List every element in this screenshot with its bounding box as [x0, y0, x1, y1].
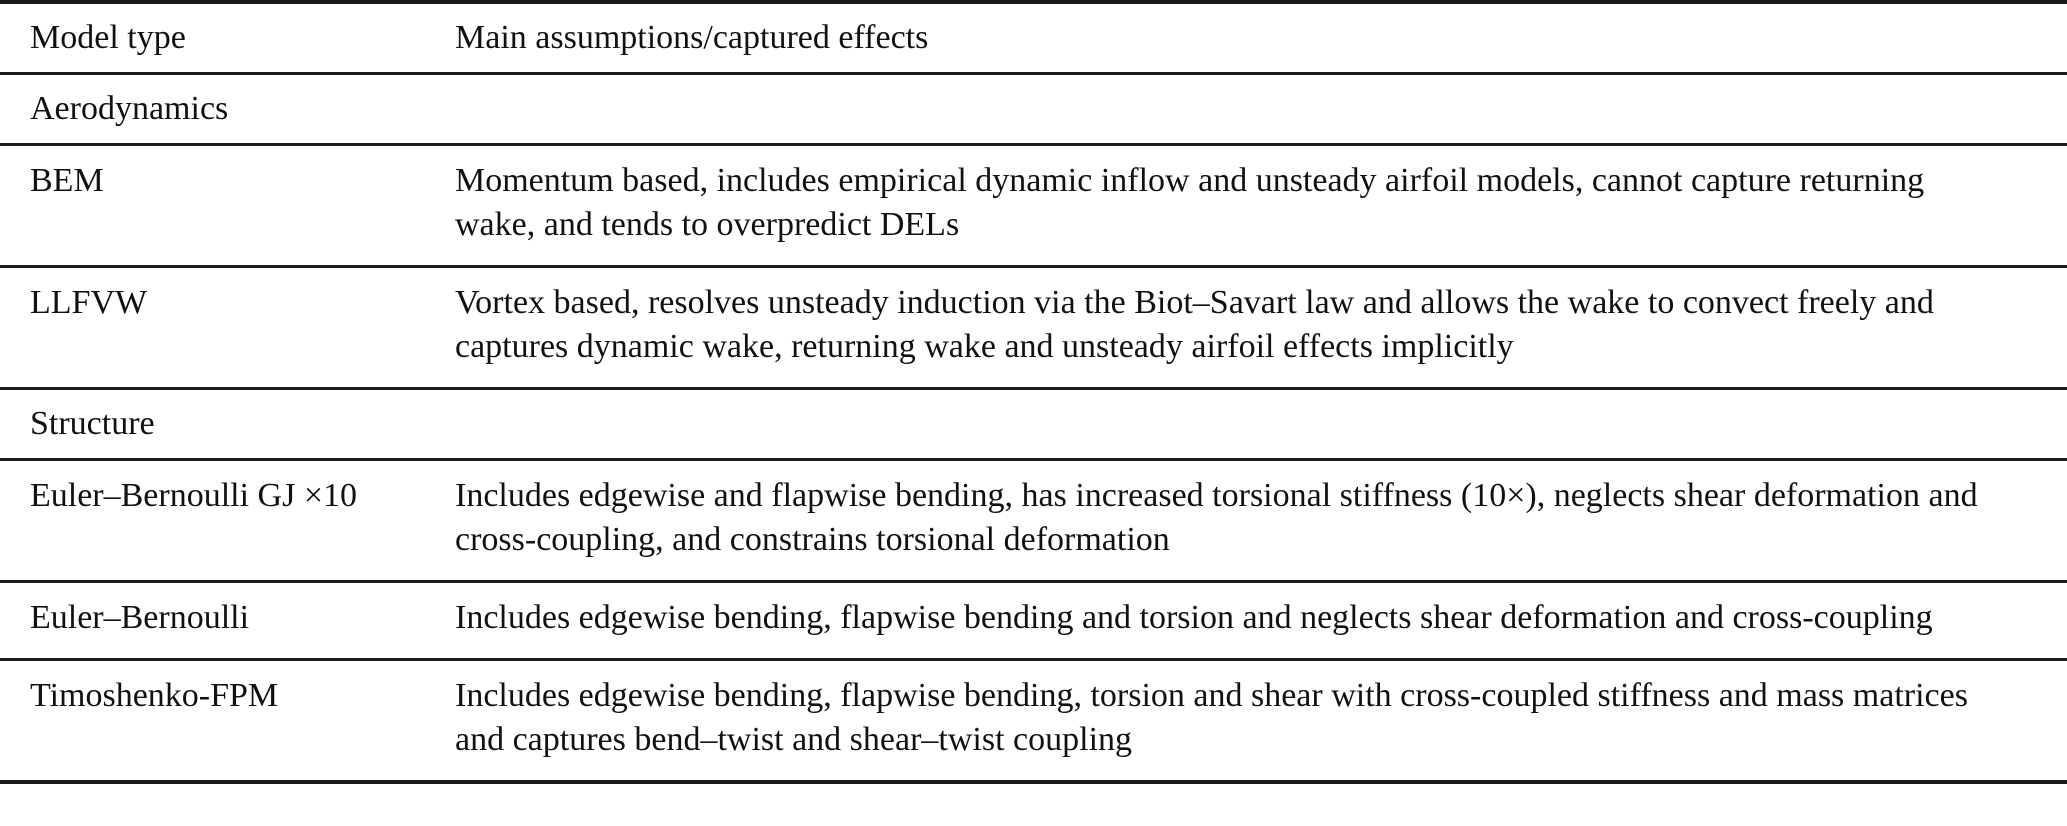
- table-row-euler-bernoulli-gj10: [0, 460, 2067, 582]
- description-cell: Includes edgewise bending, flapwise bending and torsion and neglects shear deformation and cross-coupling: [455, 599, 1933, 636]
- model-type-cell: BEM: [30, 162, 104, 199]
- model-type-cell: Timoshenko-FPM: [30, 677, 279, 714]
- table-row-euler-bernoulli: [0, 582, 2067, 660]
- column-header-model-type: Model type: [30, 19, 186, 56]
- model-type-cell: Euler–Bernoulli GJ ×10: [30, 477, 358, 514]
- description-cell: Momentum based, includes empirical dynamic inflow and unsteady airfoil models, cannot capture returning wake, and tends to overpredict DELs: [455, 162, 1925, 243]
- table-header-row: [0, 2, 2067, 74]
- section-row-aerodynamics: [0, 74, 2067, 145]
- description-cell: Vortex based, resolves unsteady induction via the Biot–Savart law and allows the wake to convect freely and captures dynamic wake, returning wake and unsteady airfoil effects implicitly: [455, 284, 1934, 365]
- table-row-bem: [0, 145, 2067, 267]
- table-row-timoshenko-fpm: [0, 660, 2067, 783]
- column-header-assumptions: Main assumptions/captured effects: [455, 19, 929, 56]
- description-cell: Includes edgewise bending, flapwise bending, torsion and shear with cross-coupled stiffness and mass matrices and captures bend–twist and shear–twist coupling: [455, 677, 1968, 758]
- table-row-llfvw: [0, 267, 2067, 389]
- section-label: Structure: [30, 405, 155, 442]
- section-label: Aerodynamics: [30, 90, 229, 127]
- section-row-structure: [0, 389, 2067, 460]
- description-cell: Includes edgewise and flapwise bending, has increased torsional stiffness (10×), neglects shear deformation and cross-coupling, and constrains torsional deformation: [455, 477, 1978, 558]
- model-type-cell: LLFVW: [30, 284, 148, 321]
- model-type-cell: Euler–Bernoulli: [30, 599, 250, 636]
